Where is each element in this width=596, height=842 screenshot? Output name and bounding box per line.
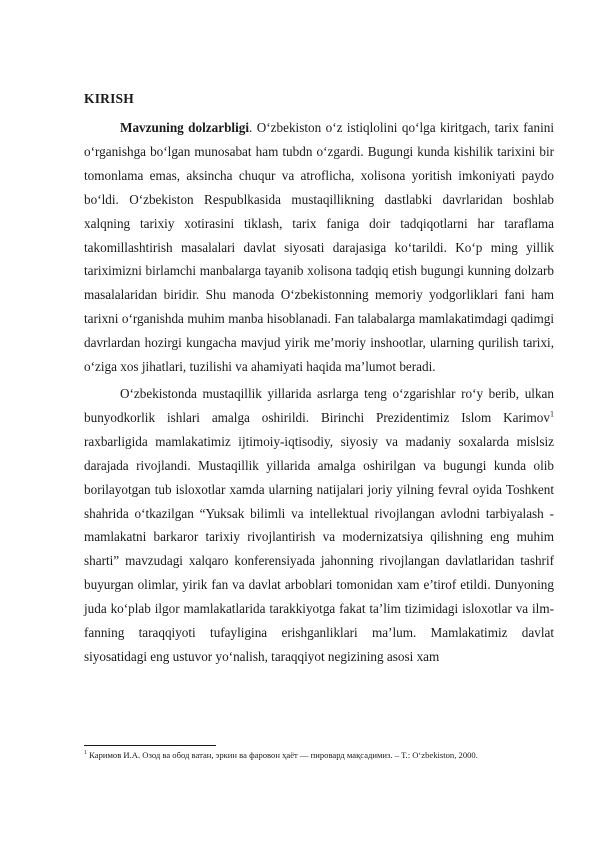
footnote-separator bbox=[84, 745, 216, 746]
paragraph-text: . O‘zbekiston o‘z istiqlolini qo‘lga kiritgach, tarix fanini o‘rganishga bo‘lgan munosabat ham tubdn o‘zgardi. Bugungi kunda kishilik tarixini bir tomonlama emas, aksincha chuqur va atroflicha, xolisona yoritish imkoniyati paydo bo‘ldi. O‘zbekiston Respublkasida mustaqillikning dastlabki davrlaridan boshlab xalqning tarixiy xotirasini tiklash, tarix faniga doir tadqiqotlarni har taraflama takomillashtirish masalalari davlat siyosati darajasiga ko‘tarildi. Ko‘p ming yillik tariximizni birlamchi manbalarga tayanib xolisona tadqiq etish bugungi kunning dolzarb masalalaridan biridir. Shu manoda O‘zbekistonning memoriy yodgorliklari fani ham tarixni o‘rganishda muhim manba hisoblanadi. Fan talabalarga mamlakatimdagi qadimgi davrlardan hozirgi kungacha mavjud yirik me’moriy inshootlar, ularning qurilish tarixi, o‘ziga xos jihatlari, tuzilishi va ahamiyati haqida ma’lumot beradi. bbox=[84, 120, 554, 375]
footnote bbox=[84, 750, 554, 761]
paragraph-text-after-ref: raxbarligida mamlakatimiz ijtimoiy-iqtisodiy, siyosiy va madaniy soxalarda mislsiz darajada rivojlandi. Mustaqillik yillarida amalga oshirilgan va bugungi kunda olib borilayotgan tub isloxotlar xamda ularning natijalari joriy yilning fevral oyida Toshkent shahrida o‘tkazilgan “Yuksak bilimli va intellektual rivojlangan avlodni tarbiyalash - mamlakatni barkaror tarixiy rivojlantirish va modernizatsiya qilishning eng muhim sharti” mavzudagi xalqaro konferensiyada jahonning rivojlangan davlatlaridan tashrif buyurgan olimlar, yirik fan va davlat arboblari tomonidan xam e’tirof etildi. Dunyoning juda ko‘plab ilgor mamlakatlarida tarakkiyotga fakat ta’lim tizimidagi isloxotlar va ilm-fanning taraqqiyoti tufayligina erishganliklari ma’lum. Mamlakatimiz davlat siyosatidagi eng ustuvor yo‘nalish, taraqqiyot negizining asosi xam bbox=[84, 433, 554, 664]
lead-in-bold: Mavzuning dolzarbligi bbox=[120, 120, 249, 135]
document-page bbox=[84, 0, 554, 842]
footnote-mark: 1 bbox=[84, 750, 87, 757]
footnote-reference[interactable]: 1 bbox=[550, 409, 554, 419]
paragraph-relevance bbox=[84, 116, 554, 379]
body-text bbox=[84, 116, 554, 669]
paragraph-text-before-ref: O‘zbekistonda mustaqillik yillarida asrlarga teng o‘zgarishlar ro‘y berib, ulkan bunyodkorlik ishlari amalga oshirildi. Birinchi Prezidentimiz Islom Karimov bbox=[84, 385, 554, 425]
footnote-text: Каримов И.А. Озод ва обод ватан, эркин ва фаровон ҳаёт — пировард мақсадимиз. – Т.: O‘zbekiston, 2000. bbox=[87, 750, 478, 760]
section-heading: KIRISH bbox=[84, 91, 134, 106]
paragraph-independence bbox=[84, 382, 554, 669]
